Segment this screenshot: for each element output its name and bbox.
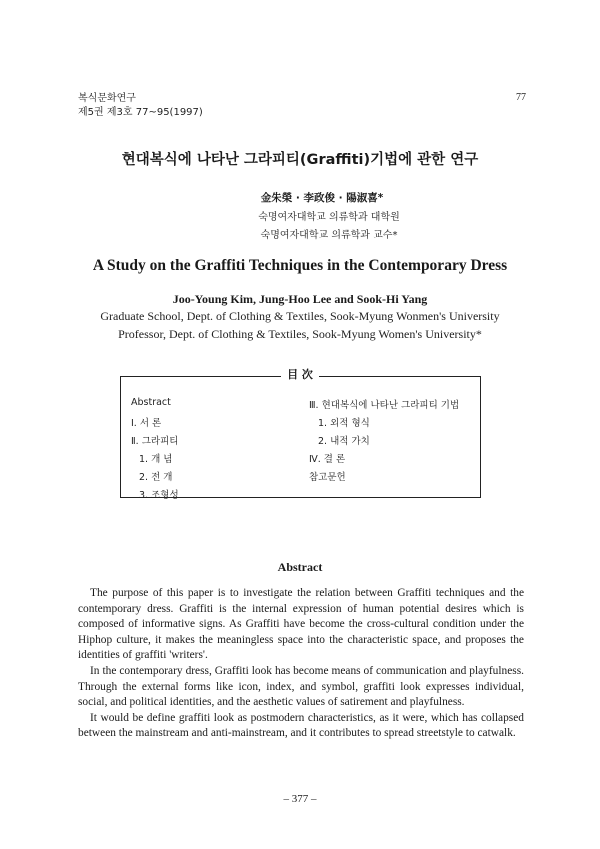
toc-right-item-2: 1. 외적 형식 <box>318 418 370 429</box>
toc-left-item-2: Ⅰ. 서 론 <box>131 418 162 429</box>
toc-right-item-3: 2. 내적 가치 <box>318 436 370 447</box>
affiliation-korean-1: 숙명여자대학교 의류학과 대학원 <box>258 212 400 223</box>
toc-left-item-6: 3. 조형성 <box>139 490 179 501</box>
affiliation-english-1: Graduate School, Dept. of Clothing & Textiles, Sook-Myung Wonmen's University <box>100 309 500 323</box>
toc-right-item-5: 참고문헌 <box>309 472 346 483</box>
journal-volume-issue: 제5권 제3호 77~95(1997) <box>78 107 203 118</box>
abstract-heading: Abstract <box>277 560 323 574</box>
abstract-paragraph-3: It would be define graffiti look as postmodern characteristics, as it were, which has collapsed between the mainstream and anti-mainstream, and it contributes to spread streetstyle to catwalk. <box>78 711 524 740</box>
footer-page-number: – 377 – <box>283 793 317 805</box>
abstract-paragraph-2: In the contemporary dress, Graffiti look has become means of communication and playfulness. Through the external forms like icon, index, and symbol, graffiti look expresses individual, social, and political identities, and the aesthetic values of satirement and playfulness. <box>78 664 524 709</box>
affiliation-korean-2: 숙명여자대학교 의류학과 교수* <box>260 230 398 241</box>
authors-korean: 金朱榮 · 李政俊 · 陽淑喜* <box>260 192 384 204</box>
toc-right-item-4: Ⅳ. 결 론 <box>309 454 346 465</box>
page-number: 77 <box>516 92 526 103</box>
toc-right-item-1: Ⅲ. 현대복식에 나타난 그라피티 기법 <box>309 400 460 411</box>
toc-left-item-4: 1. 개 념 <box>139 454 173 465</box>
title-english: A Study on the Graffiti Techniques in the Contemporary Dress <box>92 257 508 274</box>
toc-left-item-3: Ⅱ. 그라피티 <box>131 436 179 447</box>
toc-left-item-1: Abstract <box>131 397 171 408</box>
title-korean: 현대복식에 나타난 그라피티(Graffiti)기법에 관한 연구 <box>121 152 479 168</box>
toc-left-item-5: 2. 전 개 <box>139 472 173 483</box>
authors-english: Joo-Young Kim, Jung-Hoo Lee and Sook-Hi Yang <box>172 292 428 306</box>
abstract-paragraph-1: The purpose of this paper is to investigate the relation between Graffiti techniques and the contemporary dress. Graffiti is the internal expression of human potential desires which is composed of informative signs. As Graffiti have become the cross-cultural condition under the Hiphop culture, it makes the meaningless space into the characteristic space, and proposes the identities of graffiti 'writers'. <box>78 587 524 662</box>
journal-name: 복식문화연구 <box>78 93 136 104</box>
affiliation-english-2: Professor, Dept. of Clothing & Textiles, Sook-Myung Women's University* <box>118 327 482 341</box>
journal-header <box>78 92 203 120</box>
abstract-body <box>78 586 524 742</box>
toc-heading: 目 次 <box>281 366 319 382</box>
